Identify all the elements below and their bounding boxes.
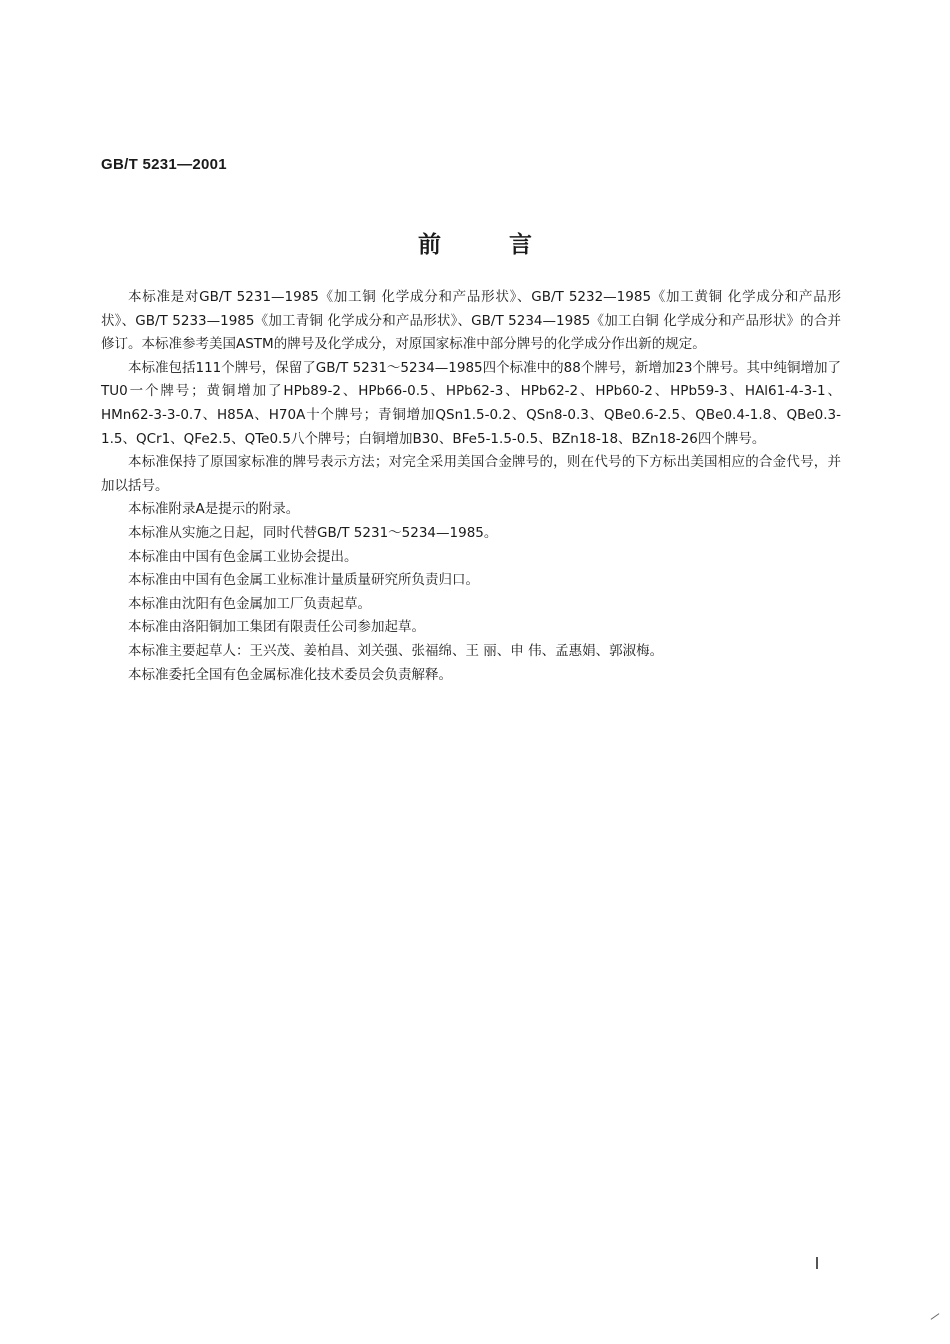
paragraph-3: 本标准保持了原国家标准的牌号表示方法；对完全采用美国合金牌号的，则在代号的下方标出美国相应的合金代号，并加以括号。	[101, 454, 841, 494]
paragraph-5: 本标准从实施之日起，同时代替GB/T 5231～5234—1985。	[128, 524, 498, 541]
paragraph-2: 本标准包括111个牌号，保留了GB/T 5231～5234—1985四个标准中的88个牌号，新增加23个牌号。其中纯铜增加了TU0一个牌号；黄铜增加了HPb89-2、HPb66-0.5、HPb62-3、HPb62-2、HPb60-2、HPb59-3、HAl61-4-3-1、HMn62-3-3-0.7、H85A、H70A十个牌号；青铜增加QSn1.5-0.2、QSn8-0.3、QBe0.6-2.5、QBe0.4-1.8、QBe0.3-1.5、QCr1、QFe2.5、QTe0.5八个牌号；白铜增加B30、BFe5-1.5-0.5、BZn18-18、BZn18-26四个牌号。	[101, 359, 842, 447]
paragraph-7: 本标准由中国有色金属工业标准计量质量研究所负责归口。	[128, 572, 479, 589]
paragraph-1: 本标准是对GB/T 5231—1985《加工铜 化学成分和产品形状》、GB/T 5232—1985《加工黄铜 化学成分和产品形状》、GB/T 5233—1985《加工青铜 化学成分和产品形状》、GB/T 5234—1985《加工白铜 化学成分和产品形状》的合并修订。本标准参考美国ASTM的牌号及化学成分，对原国家标准中部分牌号的化学成分作出新的规定。	[101, 289, 841, 353]
paragraph-11: 本标准委托全国有色金属标准化技术委员会负责解释。	[128, 666, 452, 683]
foreword-body	[101, 286, 841, 687]
paragraph-10: 本标准主要起草人：王兴茂、姜柏昌、刘关强、张福绵、王 丽、申 伟、孟惠娟、郭淑梅。	[128, 642, 664, 659]
scan-corner-mark	[931, 1313, 940, 1320]
paragraph-8: 本标准由沈阳有色金属加工厂负责起草。	[128, 595, 371, 612]
paragraph-9: 本标准由洛阳铜加工集团有限责任公司参加起草。	[128, 619, 425, 636]
page-number-mark	[816, 1257, 818, 1269]
page-title: 前言	[418, 231, 600, 258]
document-code: GB/T 5231—2001	[101, 156, 227, 173]
paragraph-6: 本标准由中国有色金属工业协会提出。	[128, 548, 358, 565]
paragraph-4: 本标准附录A是提示的附录。	[128, 501, 300, 518]
